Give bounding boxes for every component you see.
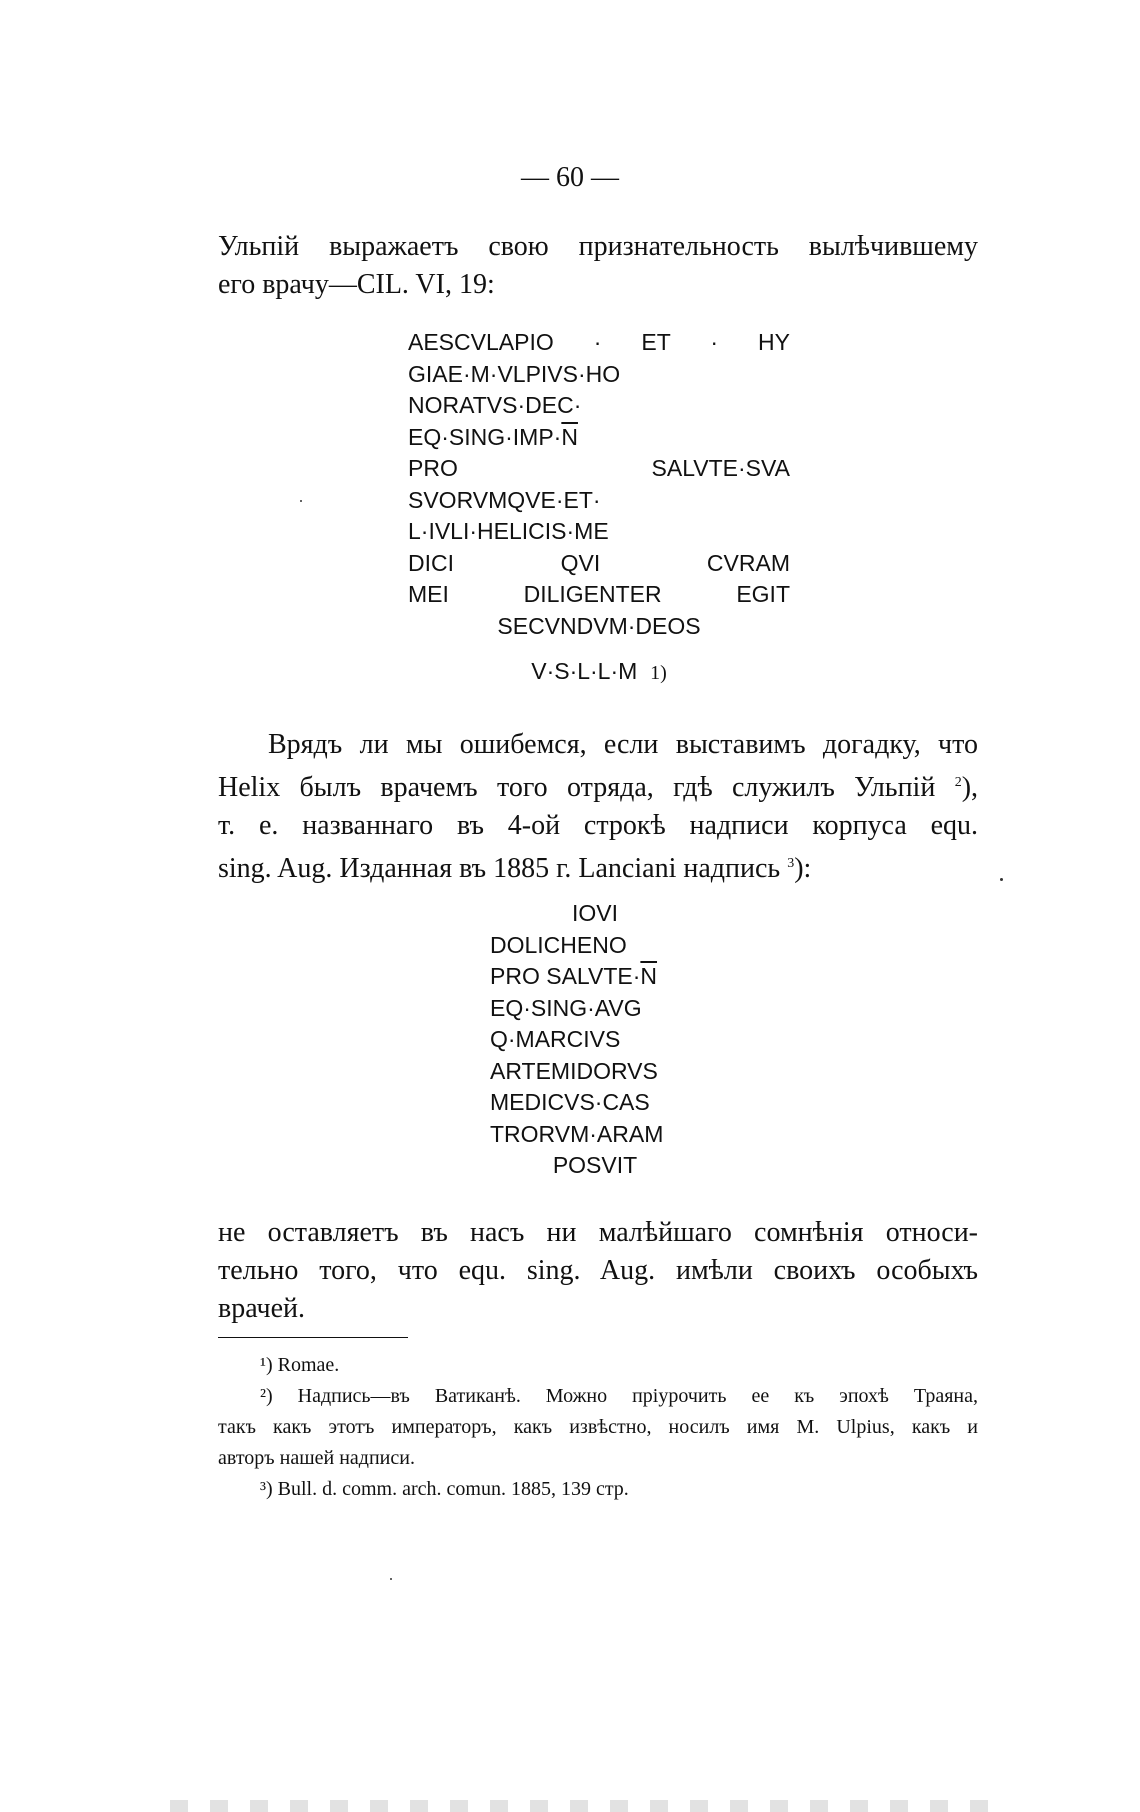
paragraph2-line-3: т. е. названнаго въ 4-ой строкѣ надписи корпуса equ. — [218, 810, 978, 841]
inscription1-footnote-ref: 1) — [650, 662, 667, 684]
paragraph2-line-2-text: Helix былъ врачемъ того отряда, гдѣ служилъ Ульпій — [218, 772, 936, 803]
paragraph3-line-2: тельно того, что equ. sing. Aug. имѣли своихъ особыхъ — [218, 1255, 978, 1286]
inscription-cil-vi-19 — [408, 327, 790, 690]
inscription1-line-9: MEI DILIGENTER EGIT — [408, 581, 790, 607]
inscription2-line-5: Q·MARCIVS — [490, 1026, 621, 1052]
footnote-2-line-2: такъ какъ этотъ императоръ, какъ извѣстно, носилъ имя M. Ulpius, какъ и — [218, 1416, 978, 1438]
inscription1-vinculum-n: $\overline{N}$ — [561, 423, 578, 450]
intro-line-2: его врачу—CIL. VI, 19: — [218, 269, 495, 300]
inscription2-line-7: MEDICVS·CAS — [490, 1089, 650, 1115]
footnote-3: ³) Bull. d. comm. arch. comun. 1885, 139 стр. — [260, 1478, 629, 1500]
paragraph2-line-4-text: sing. Aug. Изданная въ 1885 г. Lanciani надпись — [218, 853, 781, 884]
inscription2-line-3 — [490, 961, 700, 993]
speck — [390, 1578, 392, 1580]
paragraph2-line-1: Врядъ ли мы ошибемся, если выставимъ догадку, что — [268, 729, 978, 760]
paragraph3-line-3: врачей. — [218, 1293, 306, 1324]
inscription2-line-3-text: PRO SALVTE· — [490, 963, 641, 989]
paragraph2-line-2-end: ), — [961, 772, 979, 803]
inscription1-line-5: PRO SALVTE·SVA — [408, 455, 790, 481]
inscription1-closing — [408, 656, 790, 690]
footnote-ref-3: 3 — [787, 856, 795, 871]
inscription1-line-8: DICI QVI CVRAM — [408, 549, 790, 576]
intro-line-1: Ульпій выражаетъ свою признательность вылѣчившему — [218, 231, 978, 262]
inscription2-vinculum-n: $\overline{N}$ — [640, 963, 658, 989]
paragraph2-line-4-end: ): — [794, 853, 812, 884]
inscription-lanciani-1885 — [490, 898, 700, 1182]
inscription1-closing-text: V·S·L·L·M — [531, 658, 638, 684]
paragraph-3 — [218, 1214, 978, 1328]
footnote-divider — [218, 1337, 408, 1338]
paragraph-2 — [218, 726, 978, 888]
footnote-2-line-3: авторъ нашей надписи. — [218, 1447, 415, 1469]
footnotes — [218, 1350, 978, 1505]
speck — [300, 500, 302, 502]
speck — [1000, 878, 1003, 881]
inscription2-line-9: POSVIT — [552, 1152, 638, 1178]
intro-paragraph — [218, 228, 978, 304]
inscription2-line-1: IOVI — [571, 900, 618, 926]
inscription1-line-4-text: EQ·SING·IMP· — [408, 423, 562, 450]
paragraph2-line-2 — [218, 764, 978, 807]
inscription1-line-4 — [408, 422, 790, 454]
inscription1-line-7: L·IVLI·HELICIS·ME — [408, 518, 609, 544]
inscription1-line-2: GIAE·M·VLPIVS·HO — [408, 360, 621, 387]
inscription1-line-3: NORATVS·DEC· — [408, 392, 582, 418]
footnote-1: ¹) Romae. — [260, 1354, 340, 1376]
scan-edge-artifact — [170, 1800, 990, 1812]
inscription1-line-6: SVORVMQVE·ET· — [408, 486, 601, 513]
footnote-2-line-1: ²) Надпись—въ Ватиканѣ. Можно пріурочить ее къ эпохѣ Траяна, — [260, 1385, 978, 1407]
inscription2-line-2: DOLICHENO — [490, 931, 627, 958]
inscription2-line-6: ARTEMIDORVS — [490, 1057, 658, 1084]
inscription2-line-8: TRORVM·ARAM — [490, 1120, 664, 1147]
page-number: — 60 — — [521, 162, 619, 193]
inscription1-line-10: SECVNDVM·DEOS — [497, 612, 701, 639]
inscription1-line-1: AESCVLAPIO · ET · HY — [408, 329, 790, 355]
footnote-ref-2: 2 — [954, 775, 962, 790]
inscription2-line-4: EQ·SING·AVG — [490, 994, 642, 1021]
paragraph2-line-4 — [218, 845, 978, 888]
paragraph3-line-1: не оставляетъ въ насъ ни малѣйшаго сомнѣнія относи- — [218, 1217, 978, 1248]
